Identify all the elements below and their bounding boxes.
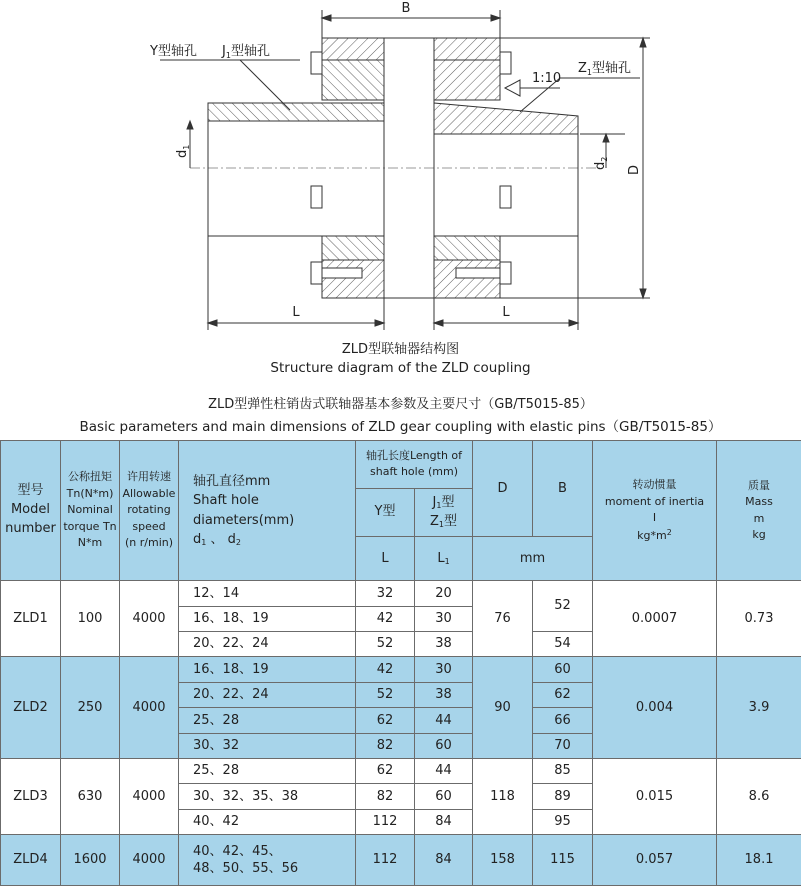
coupling-spec-table (0, 440, 801, 886)
cell-inertia: 0.057 (593, 835, 717, 886)
cell-diameters: 40、42、45、 48、50、55、56 (179, 835, 356, 886)
table-row (1, 581, 801, 606)
cell-diameters: 40、42 (179, 809, 356, 834)
dim-label-l-left: L (292, 305, 300, 320)
dim-label-b: B (401, 1, 411, 16)
header-mass: 质量 Mass m kg (717, 441, 801, 581)
cell-l: 82 (356, 733, 415, 758)
cell-inertia: 0.015 (593, 758, 717, 834)
cell-l1: 84 (415, 809, 473, 834)
label-j1-shaft-hole: $J_1$型轴孔 (222, 44, 270, 60)
cell-b: 62 (533, 682, 593, 707)
structure-caption-cn: ZLD型联轴器结构图 (341, 342, 460, 357)
cell-b: 54 (533, 631, 593, 656)
cell-mass: 3.9 (717, 657, 801, 759)
label-y-shaft-hole: Y型轴孔 (150, 44, 197, 59)
cell-l: 82 (356, 784, 415, 809)
cell-l1: 30 (415, 606, 473, 631)
header-shaft-length: 轴孔长度Length of shaft hole (mm) (356, 441, 473, 489)
cell-b: 89 (533, 784, 593, 809)
cell-d: 118 (473, 758, 533, 834)
cell-speed: 4000 (120, 835, 179, 886)
cell-l: 112 (356, 835, 415, 886)
header-torque: 公称扭矩 Tn(N*m) Nominal torque Tn N*m (61, 441, 120, 581)
cell-speed: 4000 (120, 657, 179, 759)
cell-mass: 8.6 (717, 758, 801, 834)
cell-l: 62 (356, 708, 415, 733)
cell-l1: 38 (415, 682, 473, 707)
cell-diameters: 25、28 (179, 708, 356, 733)
header-model: 型号 Model number (1, 441, 61, 581)
header-mm-unit: mm (473, 536, 593, 581)
header-d: D (473, 441, 533, 537)
cell-b: 70 (533, 733, 593, 758)
header-shaft-diameters: 轴孔直径mm Shaft hole diameters(mm) $d_1$ 、 $d_2$ (179, 441, 356, 581)
cell-b: 85 (533, 758, 593, 783)
cell-l: 52 (356, 682, 415, 707)
cell-l1: 84 (415, 835, 473, 886)
cell-l: 32 (356, 581, 415, 606)
cell-l: 42 (356, 606, 415, 631)
header-l1: $L_1$ (415, 536, 473, 581)
cell-diameters: 25、28 (179, 758, 356, 783)
table-row (1, 835, 801, 886)
cell-speed: 4000 (120, 581, 179, 657)
coupling-structure-drawing (0, 0, 801, 335)
cell-b: 52 (533, 581, 593, 632)
cell-diameters: 20、22、24 (179, 682, 356, 707)
label-z1-shaft-hole: $Z_1$型轴孔 (578, 61, 632, 77)
cell-l1: 38 (415, 631, 473, 656)
cell-diameters: 16、18、19 (179, 657, 356, 682)
cell-torque: 250 (61, 657, 120, 759)
cell-diameters: 30、32 (179, 733, 356, 758)
cell-l1: 30 (415, 657, 473, 682)
header-y-type: Y型 (356, 488, 415, 536)
cell-inertia: 0.004 (593, 657, 717, 759)
cell-speed: 4000 (120, 758, 179, 834)
dim-label-d1: $d_1$ (175, 144, 191, 158)
cell-diameters: 16、18、19 (179, 606, 356, 631)
cell-torque: 100 (61, 581, 120, 657)
cell-l: 112 (356, 809, 415, 834)
cell-l1: 60 (415, 784, 473, 809)
table-row (1, 657, 801, 682)
cell-model: ZLD3 (1, 758, 61, 834)
cell-torque: 1600 (61, 835, 120, 886)
cell-d: 76 (473, 581, 533, 657)
cell-model: ZLD2 (1, 657, 61, 759)
header-speed: 许用转速 Allowable rotating speed (n r/min) (120, 441, 179, 581)
cell-l: 52 (356, 631, 415, 656)
dim-label-l-right: L (502, 305, 510, 320)
dim-label-d-outer: D (627, 164, 642, 175)
table-title-en: Basic parameters and main dimensions of ZLD gear coupling with elastic pins（GB/T5015-85） (79, 419, 722, 435)
header-row-1 (1, 441, 801, 489)
cell-torque: 630 (61, 758, 120, 834)
cell-b: 60 (533, 657, 593, 682)
cell-b: 115 (533, 835, 593, 886)
dim-label-d2: $d_2$ (593, 156, 609, 170)
cell-mass: 0.73 (717, 581, 801, 657)
cell-diameters: 30、32、35、38 (179, 784, 356, 809)
structure-caption-en: Structure diagram of the ZLD coupling (270, 360, 531, 376)
cell-l: 62 (356, 758, 415, 783)
cell-l1: 20 (415, 581, 473, 606)
cell-l1: 60 (415, 733, 473, 758)
cell-l1: 44 (415, 708, 473, 733)
cell-d: 158 (473, 835, 533, 886)
table-title-cn: ZLD型弹性柱销齿式联轴器基本参数及主要尺寸（GB/T5015-85） (208, 397, 593, 412)
header-l: L (356, 536, 415, 581)
table-row (1, 758, 801, 783)
cell-diameters: 12、14 (179, 581, 356, 606)
cell-l: 42 (356, 657, 415, 682)
cell-mass: 18.1 (717, 835, 801, 886)
cell-model: ZLD4 (1, 835, 61, 886)
cell-b: 95 (533, 809, 593, 834)
header-b: B (533, 441, 593, 537)
header-inertia: 转动惯量 moment of inertia I $kg*m^2$ (593, 441, 717, 581)
cell-inertia: 0.0007 (593, 581, 717, 657)
cell-l1: 44 (415, 758, 473, 783)
cell-d: 90 (473, 657, 533, 759)
header-j1-z1-type: $J_1$型 $Z_1$型 (415, 488, 473, 536)
cell-b: 66 (533, 708, 593, 733)
cell-model: ZLD1 (1, 581, 61, 657)
cell-diameters: 20、22、24 (179, 631, 356, 656)
label-taper-ratio: 1:10 (532, 71, 562, 86)
